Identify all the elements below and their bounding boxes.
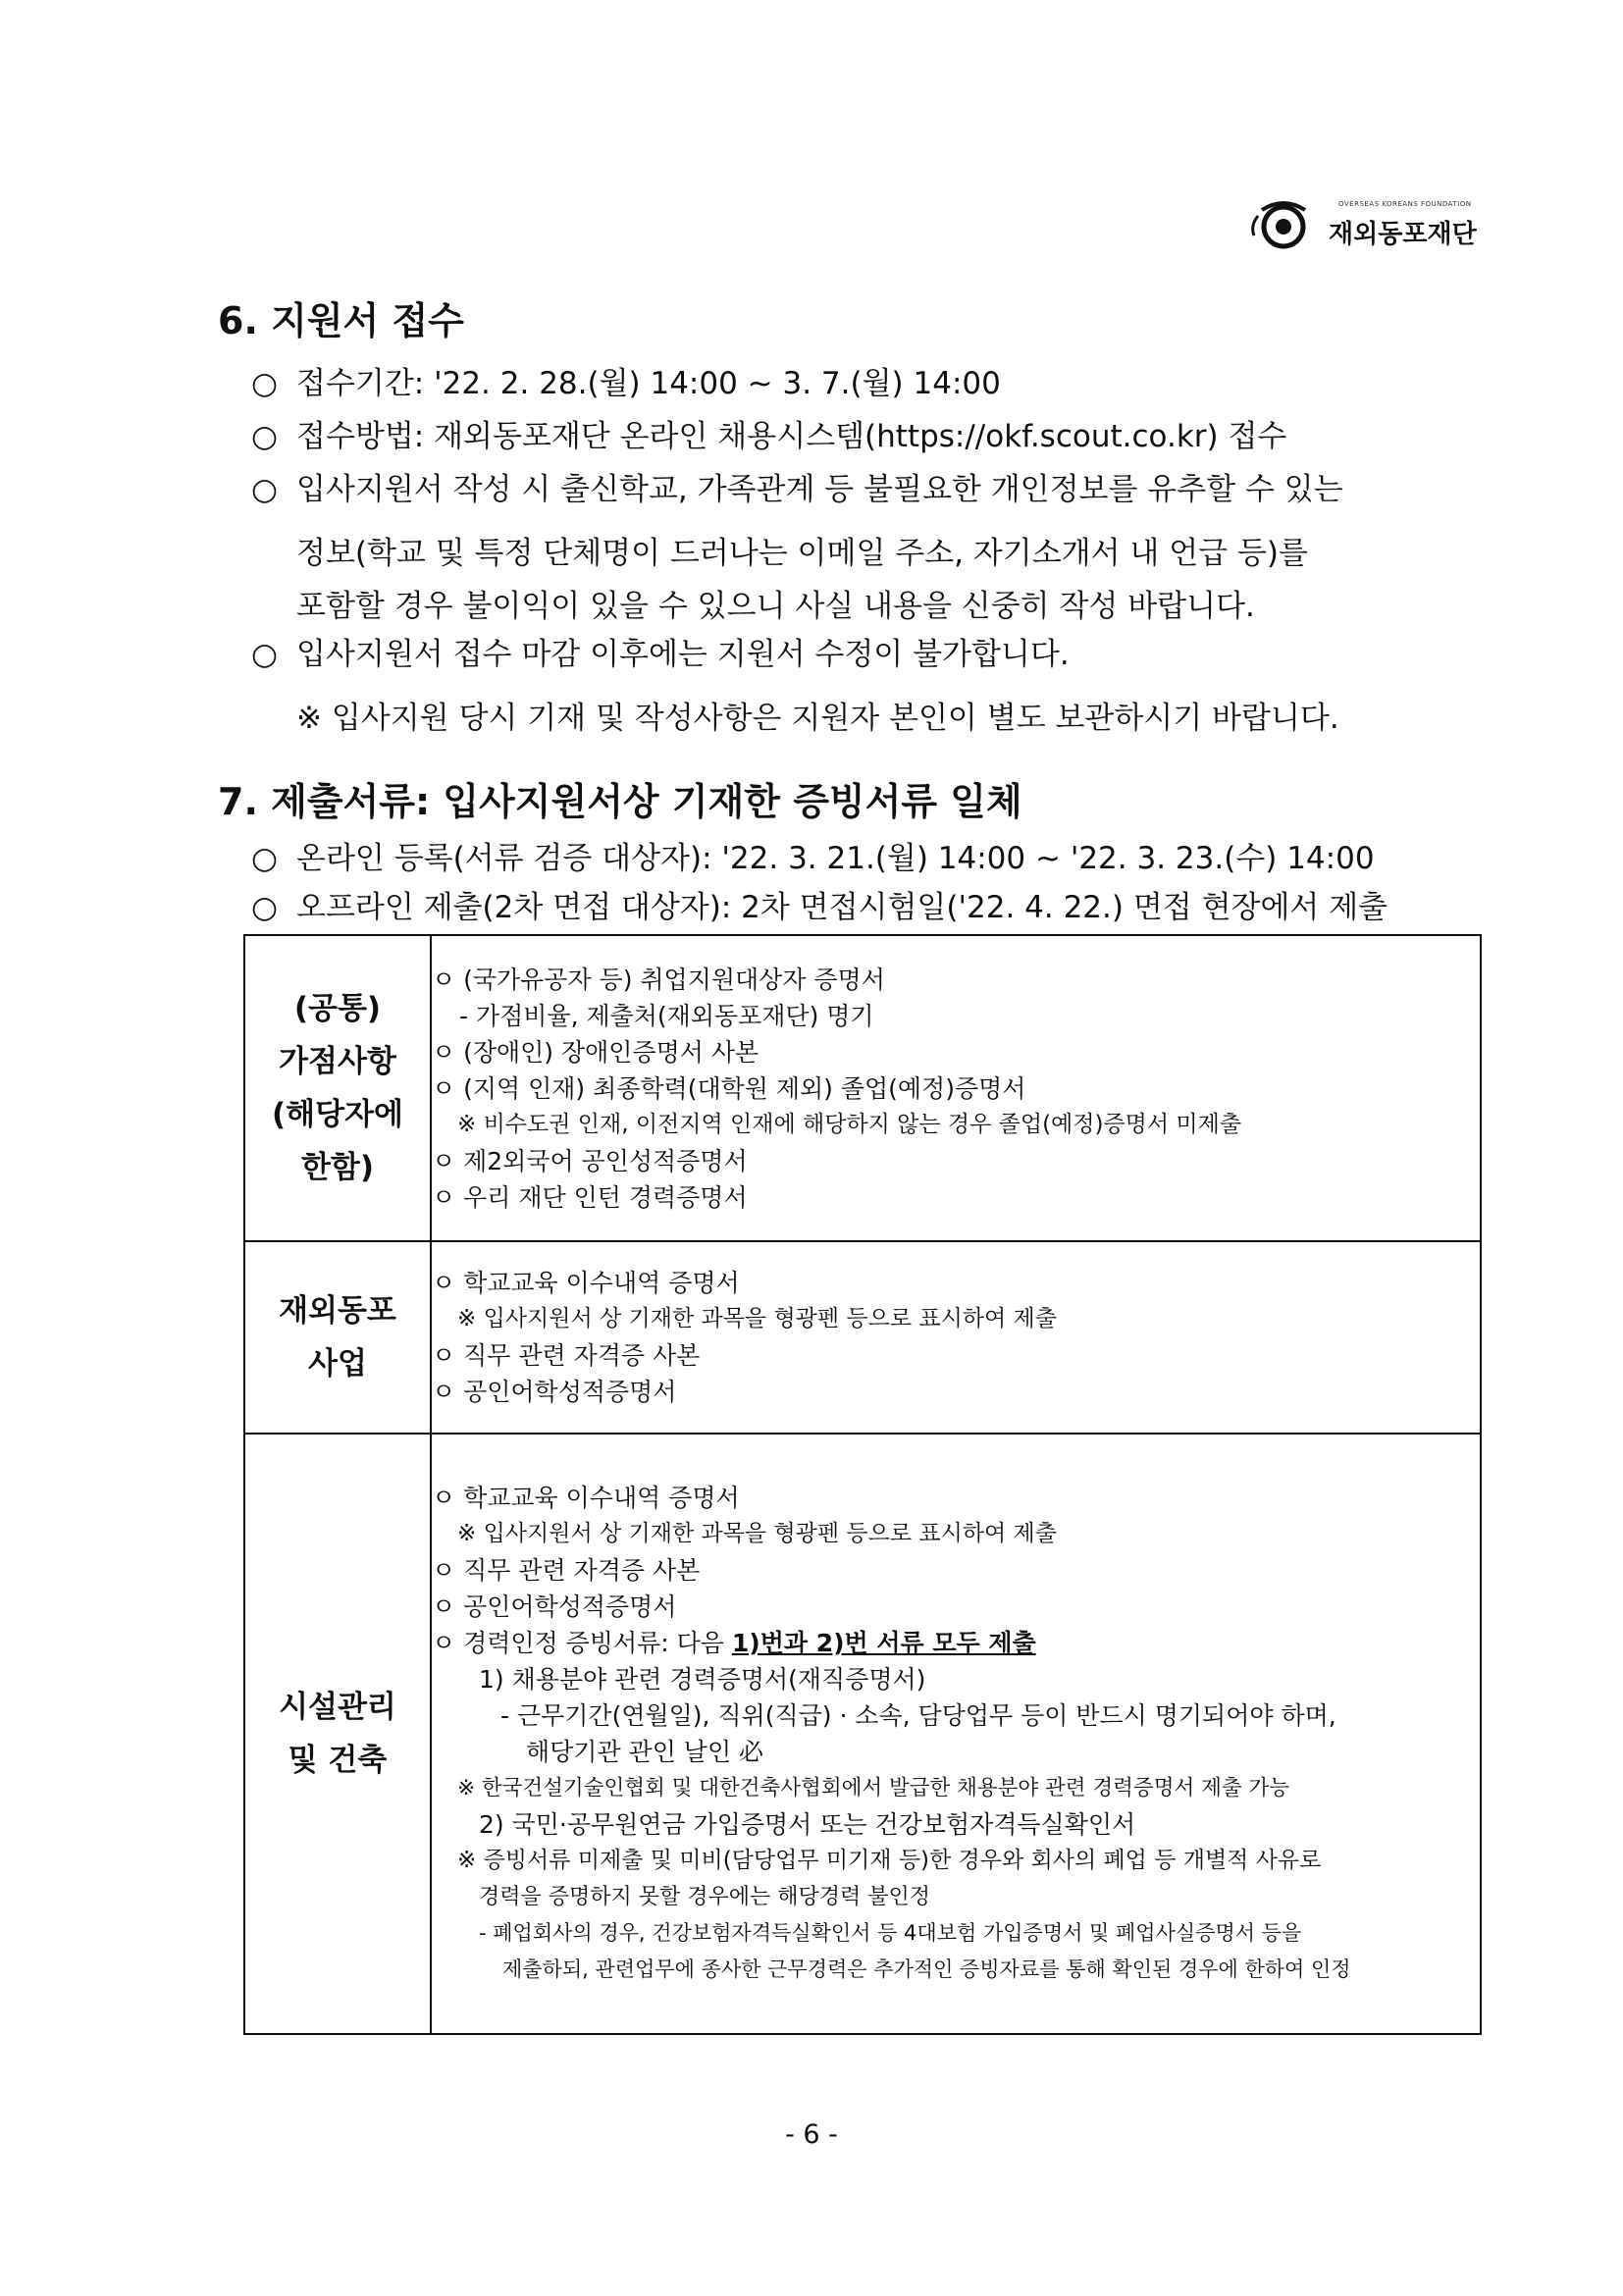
section-6-item-3-cont-1: 정보(학교 및 특정 단체명이 드러나는 이메일 주소, 자기소개서 내 언급 등)를 — [296, 536, 1308, 571]
section-6-note: ※ 입사지원 당시 기재 및 작성사항은 지원자 본인이 별도 보관하시기 바랍니다. — [296, 701, 1339, 736]
bullet-circle: ○ — [251, 841, 279, 876]
table-row-facility-construction — [244, 1434, 1481, 2034]
foundation-logo-icon — [1244, 196, 1323, 257]
foundation-logo — [1244, 192, 1499, 261]
section-7-item-2: ○ 오프라인 제출(2차 면접 대상자): 2차 면접시험일('22. 4. 22.) 면접 현장에서 제출 — [251, 881, 1387, 934]
bullet-circle: ○ — [251, 890, 279, 925]
row-label-common: (공통) 가점사항 (해당자에 한함) — [244, 935, 431, 1241]
row-content-overseas-koreans-project: ㅇ 학교교육 이수내역 증명서 ※ 입사지원서 상 기재한 과목을 형광펜 등으로 표시하여 제출 ㅇ 직무 관련 자격증 사본 ㅇ 공인어학성적증명서 — [431, 1241, 1481, 1434]
section-6-item-2: ○ 접수방법: 재외동포재단 온라인 채용시스템(https://okf.scout.co.kr) 접수 — [251, 410, 1286, 463]
section-6-title: 6. 지원서 접수 — [218, 299, 464, 342]
logo-text: 재외동포재단 — [1329, 220, 1477, 249]
section-6-item-3-cont-2: 포함할 경우 불이익이 있을 수 있으니 사실 내용을 신중히 작성 바랍니다. — [296, 589, 1255, 624]
logo-english-text: OVERSEAS KOREANS FOUNDATION — [1338, 200, 1472, 208]
bullet-circle: ○ — [251, 472, 279, 507]
row-label-facility-construction: 시설관리 및 건축 — [244, 1434, 431, 2034]
section-6-item-4: ○ 입사지원서 접수 마감 이후에는 지원서 수정이 불가합니다. — [251, 628, 1070, 681]
bullet-circle: ○ — [251, 419, 279, 454]
row-label-overseas-koreans-project: 재외동포 사업 — [244, 1241, 431, 1434]
row-content-facility-construction: ㅇ 학교교육 이수내역 증명서 ※ 입사지원서 상 기재한 과목을 형광펜 등으로 표시하여 제출 ㅇ 직무 관련 자격증 사본 ㅇ 공인어학성적증명서 ㅇ 경력인정 증빙서류: 다음 1)번과 2)번 서류 모두 제출 1) 채용분야 관련 경력증명서(재직증명서) - 근무기간(연월일), 직위(직급) · 소속, 담당업무 등이 반드시 명기되어야 하며, 해당기관 관인 날인 必 ※ 한국건설기술인협회 및 대한건축사협회에서 발급한 채용분야 관련 경력증명서 제출 가능 2) 국민·공무원연금 가입증명서 또는 건강보험자격득실확인서 ※ 증빙서류 미제출 및 미비(담당업무 미기재 등)한 경우와 회사의 폐업 등 개별적 사유로 경력을 증명하지 못할 경우에는 해당경력 불인정 - 폐업회사의 경우, 건강보험자격득실확인서 등 4대보험 가입증명서 및 폐업사실증명서 등을 제출하되, 관련업무에 종사한 근무경력은 추가적인 증빙자료를 통해 확인된 경우에 한하여 인정 — [431, 1434, 1481, 2034]
section-6-item-3: ○ 입사지원서 작성 시 출신학교, 가족관계 등 불필요한 개인정보를 유추할 수 있는 — [251, 463, 1343, 516]
row-content-common: ㅇ (국가유공자 등) 취업지원대상자 증명서 - 가점비율, 제출처(재외동포재단) 명기 ㅇ (장애인) 장애인증명서 사본 ㅇ (지역 인재) 최종학력(대학원 제외) 졸업(예정)증명서 ※ 비수도권 인재, 이전지역 인재에 해당하지 않는 경우 졸업(예정)증명서 미제출 ㅇ 제2외국어 공인성적증명서 ㅇ 우리 재단 인턴 경력증명서 — [431, 935, 1481, 1241]
section-6-item-1: ○ 접수기간: '22. 2. 28.(월) 14:00 ~ 3. 7.(월) 14:00 — [251, 357, 1001, 410]
page-number: - 6 - — [785, 2119, 838, 2150]
table-row-overseas-koreans-project — [244, 1241, 1481, 1434]
documents-table — [243, 934, 1482, 2035]
bullet-circle: ○ — [251, 366, 279, 401]
table-row-common — [244, 935, 1481, 1241]
emphasis-text: 1)번과 2)번 서류 모두 제출 — [731, 1629, 1036, 1657]
section-7-item-1: ○ 온라인 등록(서류 검증 대상자): '22. 3. 21.(월) 14:00 ~ '22. 3. 23.(수) 14:00 — [251, 832, 1375, 885]
section-7-title: 7. 제출서류: 입사지원서상 기재한 증빙서류 일체 — [218, 780, 1022, 823]
bullet-circle: ○ — [251, 637, 279, 672]
